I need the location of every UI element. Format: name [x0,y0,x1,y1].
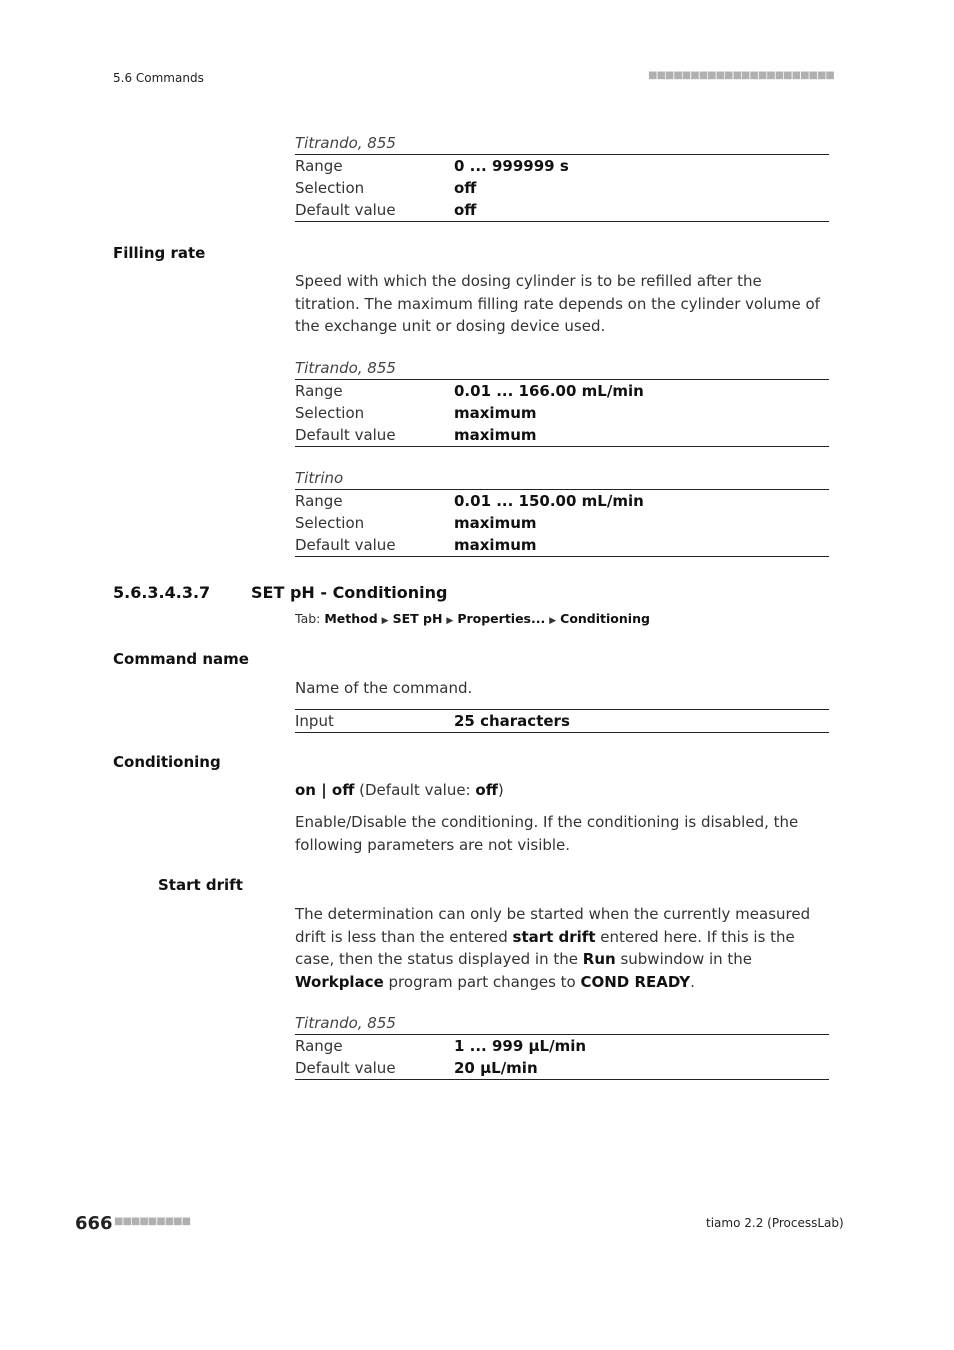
table-caption: Titrando, 855 [295,357,829,380]
section-number: 5.6.3.4.3.7 [113,583,211,602]
conditioning-options: on | off (Default value: off) [295,781,504,799]
table-caption: Titrando, 855 [295,1012,829,1035]
tab-path-conditioning: Conditioning [560,611,650,626]
conditioning-description: Enable/Disable the conditioning. If the conditioning is disabled, the following parameters are not visible. [295,813,799,854]
footer-decoration-dots: ■■■■■■■■■ [114,1216,191,1227]
filling-rate-table-titrando [295,357,829,447]
table-row: Default value maximum [295,534,829,557]
running-header-section: 5.6 Commands [113,71,204,85]
tab-path-method: Method [324,611,378,626]
tab-path-set-ph: SET pH [392,611,443,626]
section-title: SET pH - Conditioning [251,583,448,602]
conditioning-label: Conditioning [113,753,221,771]
filling-rate-label: Filling rate [113,244,206,262]
start-drift-label: Start drift [158,876,243,894]
filling-rate-table-titrino [295,467,829,557]
filling-rate-description: Speed with which the dosing cylinder is to be refilled after the titration. The maximum filling rate depends on the cylinder volume of the exchange unit or dosing device used. [295,272,820,335]
table-row: Range 0.01 ... 150.00 mL/min [295,492,644,510]
start-drift-table [295,1012,829,1080]
table-row: Range 0.01 ... 166.00 mL/min [295,382,644,400]
page-number: 666 [75,1213,113,1234]
arrow-right-icon: ▶ [549,616,557,626]
table-row: Range 0 ... 999999 s [295,157,569,175]
footer-product: tiamo 2.2 (ProcessLab) [706,1216,844,1230]
table-row: Range 1 ... 999 µL/min [295,1037,587,1055]
command-name-description: Name of the command. [295,679,473,697]
table-row: Default value 20 µL/min [295,1057,829,1080]
tab-path-properties: Properties... [457,611,546,626]
arrow-right-icon: ▶ [446,616,454,626]
table-row: Selection off [295,179,477,197]
table-caption: Titrino [295,467,829,490]
start-drift-description: The determination can only be started when the currently measured drift is less than the entered start drift entered here. If this is the case, then the status displayed in the Run subwindow in the Workplace program part changes to COND READY. [295,905,811,991]
command-name-table [295,709,829,733]
table-caption: Titrando, 855 [295,132,829,155]
command-name-label: Command name [113,650,249,668]
parameter-table-titrando [295,132,829,222]
tab-path: Tab: Method ▶ SET pH ▶ Properties... ▶ Conditioning [295,611,650,626]
table-row: Input 25 characters [295,712,570,730]
header-decoration-dots: ■■■■■■■■■■■■■■■■■■■■■■ [648,70,834,81]
table-row: Default value off [295,199,829,222]
table-row: Default value maximum [295,424,829,447]
table-row: Selection maximum [295,404,537,422]
arrow-right-icon: ▶ [381,616,389,626]
table-row: Selection maximum [295,514,537,532]
